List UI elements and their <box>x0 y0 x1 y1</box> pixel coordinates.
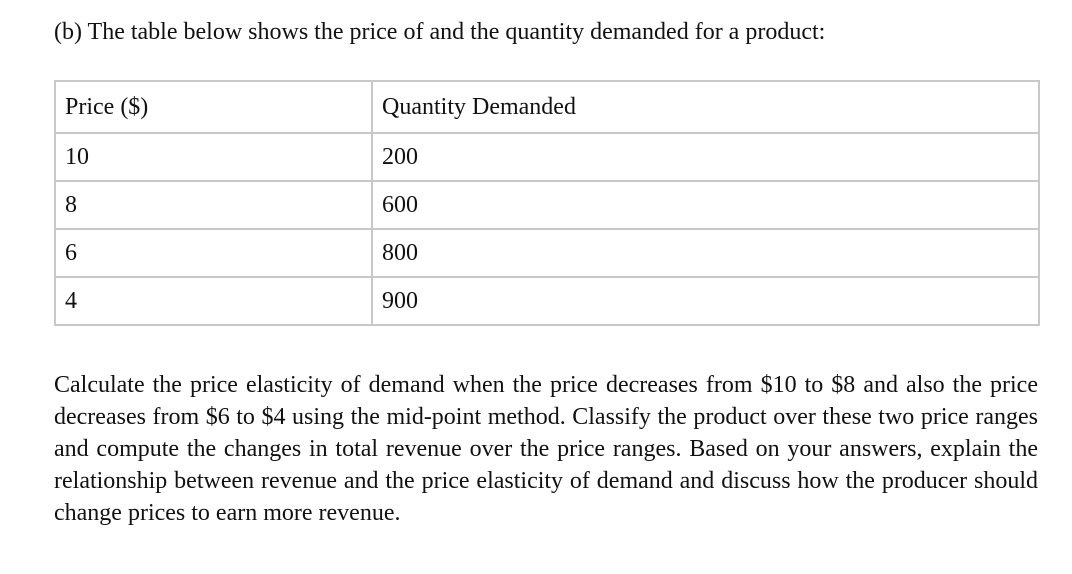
quantity-cell: 900 <box>372 277 1039 325</box>
quantity-column-header: Quantity Demanded <box>372 81 1039 133</box>
price-cell: 8 <box>55 181 372 229</box>
table-row <box>55 277 1039 325</box>
question-heading: (b) The table below shows the price of and the quantity demanded for a product: <box>54 19 826 45</box>
table-row <box>55 229 1039 277</box>
table-row <box>55 181 1039 229</box>
question-text: Calculate the price elasticity of demand when the price decreases from $10 to $8 and also the price decreases from $6 to $4 using the mid-point method. Classify the product over these two price ranges and compute the changes in total revenue over the price ranges. Based on your answers, explain the relationship between revenue and the price elasticity of demand and discuss how the producer should change prices to earn more revenue. <box>54 372 1038 526</box>
table-row <box>55 133 1039 181</box>
quantity-cell: 800 <box>372 229 1039 277</box>
price-cell: 4 <box>55 277 372 325</box>
price-cell: 6 <box>55 229 372 277</box>
table-header-row <box>55 81 1039 133</box>
price-quantity-table <box>54 80 1040 326</box>
quantity-cell: 200 <box>372 133 1039 181</box>
price-column-header: Price ($) <box>55 81 372 133</box>
quantity-cell: 600 <box>372 181 1039 229</box>
price-cell: 10 <box>55 133 372 181</box>
